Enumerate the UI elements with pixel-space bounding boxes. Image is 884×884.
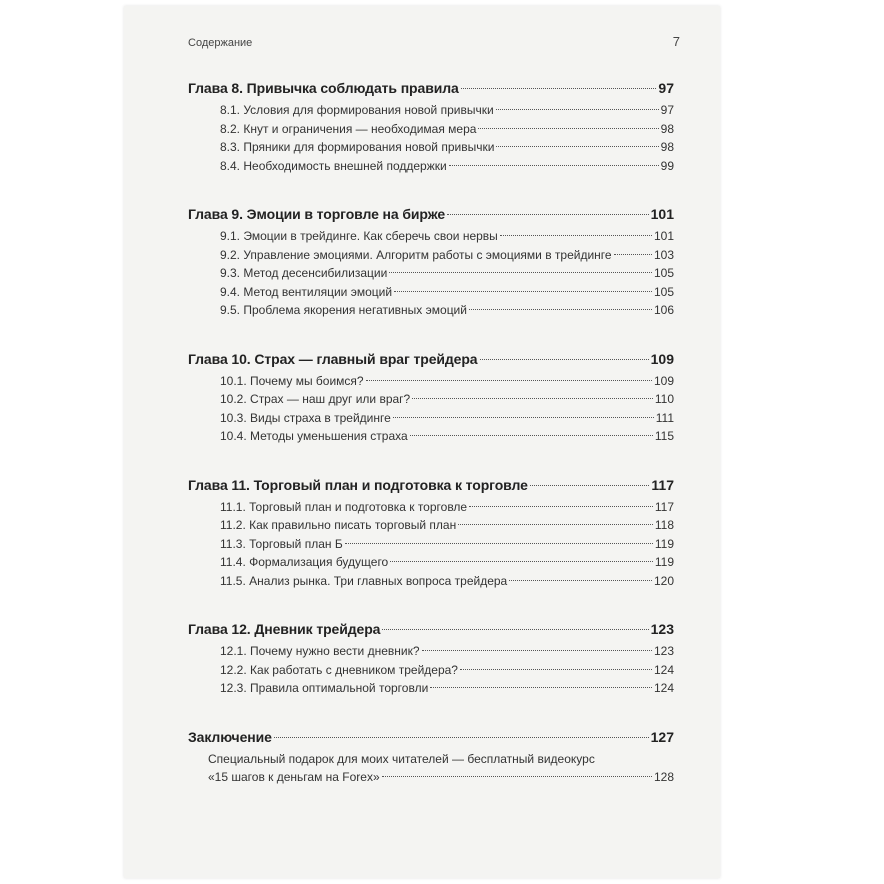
section-title: 10.3. Виды страха в трейдинге xyxy=(220,410,391,425)
toc-section xyxy=(188,429,674,448)
section-title: 11.2. Как правильно писать торговый план xyxy=(220,518,457,532)
dot-leader xyxy=(382,776,652,777)
section-title: 11.1. Торговый план и подготовка к торговле xyxy=(220,499,468,514)
section-title: 10.1. Почему мы боимся? xyxy=(220,373,364,388)
dot-leader xyxy=(366,380,652,381)
running-title: Содержание xyxy=(188,37,253,49)
chapter-title: Глава 10. Страх — главный враг трейдера xyxy=(188,350,478,367)
section-title: 12.1. Почему нужно вести дневник? xyxy=(220,644,420,658)
conclusion-heading xyxy=(188,729,674,752)
section-title: 9.5. Проблема якорения негативных эмоций xyxy=(220,303,467,317)
section-page: 117 xyxy=(654,499,674,514)
section-title: 9.4. Метод вентиляции эмоций xyxy=(220,284,393,299)
dot-leader xyxy=(274,737,649,738)
section-page: 98 xyxy=(660,121,674,136)
gift-text-line1: Специальный подарок для моих читателей — бесплатный видеокурс xyxy=(208,751,595,766)
chapter-heading xyxy=(188,351,674,374)
dot-leader xyxy=(449,165,659,166)
toc-section xyxy=(188,266,674,285)
section-page: 118 xyxy=(654,518,674,532)
dot-leader xyxy=(496,109,659,110)
section-page: 111 xyxy=(655,410,674,425)
toc-section xyxy=(188,285,674,304)
section-page: 115 xyxy=(654,429,674,443)
dot-leader xyxy=(410,435,653,436)
toc-section xyxy=(188,574,674,593)
chapter-9 xyxy=(188,206,674,322)
chapter-heading xyxy=(188,477,674,500)
section-page: 124 xyxy=(653,662,674,677)
section-page: 119 xyxy=(654,555,674,569)
dot-leader xyxy=(614,254,652,255)
section-title: 10.2. Страх — наш друг или враг? xyxy=(220,392,411,406)
chapter-page: 101 xyxy=(650,206,674,222)
section-page: 119 xyxy=(654,536,674,551)
dot-leader xyxy=(530,485,650,486)
dot-leader xyxy=(509,580,652,581)
toc-section xyxy=(188,518,674,537)
dot-leader xyxy=(469,309,652,310)
dot-leader xyxy=(345,543,653,544)
chapter-page: 123 xyxy=(650,621,674,637)
section-title: 11.3. Торговый план Б xyxy=(220,536,343,551)
chapter-title: Глава 12. Дневник трейдера xyxy=(188,621,381,637)
section-title: 12.2. Как работать с дневником трейдера? xyxy=(220,662,458,677)
chapter-8 xyxy=(188,80,674,177)
toc-section xyxy=(188,140,674,159)
dot-leader xyxy=(480,359,649,360)
toc-section xyxy=(188,303,674,322)
gift-text-line2: «15 шагов к деньгам на Forex» xyxy=(208,770,380,784)
section-title: 11.4. Формализация будущего xyxy=(220,555,389,569)
dot-leader xyxy=(460,669,652,670)
section-title: 9.3. Метод десенсибилизации xyxy=(220,266,388,280)
section-title: 8.2. Кнут и ограничения — необходимая мера xyxy=(220,121,477,136)
section-title: 11.5. Анализ рынка. Три главных вопроса трейдера xyxy=(220,573,508,588)
dot-leader xyxy=(393,417,654,418)
section-title: 10.4. Методы уменьшения страха xyxy=(220,429,408,443)
dot-leader xyxy=(430,687,652,688)
page-number: 7 xyxy=(672,34,680,49)
book-page xyxy=(124,6,720,878)
chapter-10 xyxy=(188,351,674,448)
dot-leader xyxy=(447,214,649,215)
chapter-title: Глава 8. Привычка соблюдать правила xyxy=(188,80,459,96)
section-title: 9.1. Эмоции в трейдинге. Как сберечь свои нервы xyxy=(220,229,498,243)
section-page: 109 xyxy=(653,373,674,388)
chapter-heading xyxy=(188,80,674,103)
gift-line xyxy=(188,752,674,771)
chapter-title: Глава 11. Торговый план и подготовка к торговле xyxy=(188,476,528,493)
section-page: 98 xyxy=(660,140,674,154)
section-title: 9.2. Управление эмоциями. Алгоритм работы с эмоциями в трейдинге xyxy=(220,247,612,262)
section-title: 12.3. Правила оптимальной торговли xyxy=(220,681,429,695)
section-page: 97 xyxy=(660,103,674,117)
toc-section xyxy=(188,229,674,248)
gift-page: 128 xyxy=(653,770,674,784)
dot-leader xyxy=(458,524,653,525)
dot-leader xyxy=(394,291,652,292)
conclusion xyxy=(188,729,674,789)
dot-leader xyxy=(422,650,652,651)
toc-section xyxy=(188,644,674,663)
toc-section xyxy=(188,681,674,700)
toc-section xyxy=(188,159,674,178)
toc-section xyxy=(188,374,674,393)
chapter-title: Глава 9. Эмоции в торговле на бирже xyxy=(188,206,446,222)
dot-leader xyxy=(389,272,652,273)
toc-section xyxy=(188,500,674,519)
section-title: 8.3. Пряники для формирования новой привычки xyxy=(220,140,495,154)
section-title: 8.4. Необходимость внешней поддержки xyxy=(220,158,447,173)
dot-leader xyxy=(390,561,653,562)
toc-section xyxy=(188,122,674,141)
toc-section xyxy=(188,663,674,682)
dot-leader xyxy=(500,235,652,236)
chapter-page: 117 xyxy=(651,476,674,493)
page-header xyxy=(188,34,680,49)
toc-section xyxy=(188,248,674,267)
section-page: 124 xyxy=(653,681,674,695)
section-page: 120 xyxy=(653,573,674,588)
chapter-page: 97 xyxy=(658,80,674,96)
toc-section xyxy=(188,537,674,556)
chapter-heading xyxy=(188,206,674,229)
toc-section xyxy=(188,103,674,122)
dot-leader xyxy=(469,506,653,507)
chapter-heading xyxy=(188,621,674,644)
section-page: 110 xyxy=(654,392,674,406)
gift-line xyxy=(188,770,674,789)
dot-leader xyxy=(382,629,648,630)
section-page: 105 xyxy=(653,284,674,299)
toc-section xyxy=(188,411,674,430)
chapter-12 xyxy=(188,621,674,700)
section-page: 103 xyxy=(653,247,674,262)
dot-leader xyxy=(496,146,658,147)
dot-leader xyxy=(412,398,653,399)
dot-leader xyxy=(478,128,658,129)
conclusion-page: 127 xyxy=(650,728,674,745)
section-page: 106 xyxy=(653,303,674,317)
chapter-11 xyxy=(188,477,674,593)
toc-section xyxy=(188,392,674,411)
section-page: 101 xyxy=(653,229,674,243)
chapter-page: 109 xyxy=(650,350,674,367)
section-title: 8.1. Условия для формирования новой привычки xyxy=(220,103,494,117)
section-page: 99 xyxy=(660,158,674,173)
dot-leader xyxy=(461,88,657,89)
section-page: 123 xyxy=(653,644,674,658)
conclusion-title: Заключение xyxy=(188,728,272,745)
section-page: 105 xyxy=(653,266,674,280)
table-of-contents xyxy=(188,80,674,818)
toc-section xyxy=(188,555,674,574)
